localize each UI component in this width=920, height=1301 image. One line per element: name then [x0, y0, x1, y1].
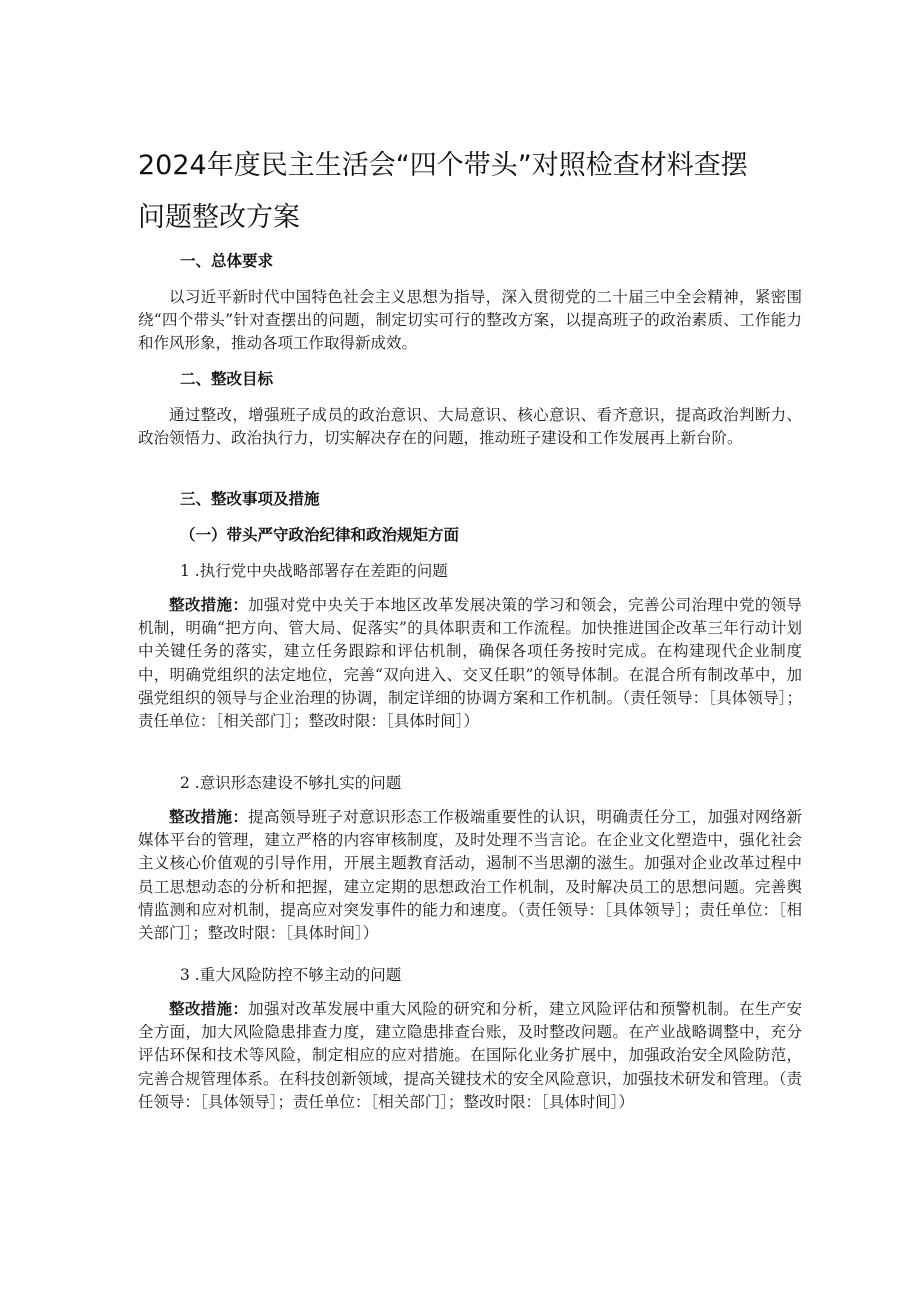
section-1-heading: 一、总体要求 — [180, 252, 274, 270]
item-2-label: 整改措施： — [169, 808, 249, 826]
item-3-label: 整改措施： — [169, 1000, 249, 1018]
item-2-title: 2 .意识形态建设不够扎实的问题 — [180, 774, 402, 792]
section-2-heading: 二、整改目标 — [180, 370, 274, 388]
item-1-text: 加强对党中央关于本地区改革发展决策的学习和领会，完善公司治理中党的领导机制，明确“把方向、管大局、促落实”的具体职责和工作流程。加快推进国企改革三年行动计划中关键任务的落实，建立任务跟踪和评估机制，确保各项任务按时完成。在构建现代企业制度中，明确党组织的法定地位，完善“双向进入、交叉任职”的领导体制。在混合所有制改革中，加强党组织的领导与企业治理的协调，制定详细的协调方案和工作机制。（责任领导：［具体领导］；责任单位：［相关部门］；整改时限：［具体时间］） — [138, 596, 802, 731]
item-1-measures — [138, 594, 802, 733]
item-2-measures — [138, 806, 802, 945]
item-3-measures — [138, 998, 802, 1114]
item-2-text: 提高领导班子对意识形态工作极端重要性的认识，明确责任分工，加强对网络新媒体平台的管理，建立严格的内容审核制度，及时处理不当言论。在企业文化塑造中，强化社会主义核心价值观的引导作用，开展主题教育活动，遏制不当思潮的滋生。加强对企业改革过程中员工思想动态的分析和把握，建立定期的思想政治工作机制，及时解决员工的思想问题。完善舆情监测和应对机制，提高应对突发事件的能力和速度。（责任领导：［具体领导］；责任单位：［相关部门］；整改时限：［具体时间］） — [138, 808, 802, 943]
section-2-paragraph: 通过整改，增强班子成员的政治意识、大局意识、核心意识、看齐意识，提高政治判断力、政治领悟力、政治执行力，切实解决存在的问题，推动班子建设和工作发展再上新台阶。 — [138, 406, 802, 448]
document-title — [138, 140, 798, 244]
item-1-label: 整改措施： — [169, 596, 249, 614]
title-line-1: 2024年度民主生活会“四个带头”对照检查材料查摆 — [138, 150, 748, 181]
item-3-text: 加强对改革发展中重大风险的研究和分析，建立风险评估和预警机制。在生产安全方面，加大风险隐患排查力度，建立隐患排查台账，及时整改问题。在产业战略调整中，充分评估环保和技术等风险，制定相应的应对措施。在国际化业务扩展中，加强政治安全风险防范，完善合规管理体系。在科技创新领域，提高关键技术的安全风险意识，加强技术研发和管理。（责任领导：［具体领导］；责任单位：［相关部门］；整改时限：［具体时间］） — [138, 1000, 802, 1111]
section-3-subheading: （一）带头严守政治纪律和政治规矩方面 — [180, 526, 460, 544]
title-line-2: 问题整改方案 — [138, 202, 300, 233]
item-1-title: 1 .执行党中央战略部署存在差距的问题 — [180, 562, 448, 580]
section-3-heading: 三、整改事项及措施 — [180, 490, 320, 508]
item-3-title: 3 .重大风险防控不够主动的问题 — [180, 966, 402, 984]
section-1-paragraph: 以习近平新时代中国特色社会主义思想为指导，深入贯彻党的二十届三中全会精神，紧密围绕“四个带头”针对查摆出的问题，制定切实可行的整改方案，以提高班子的政治素质、工作能力和作风形象，推动各项工作取得新成效。 — [138, 288, 802, 353]
